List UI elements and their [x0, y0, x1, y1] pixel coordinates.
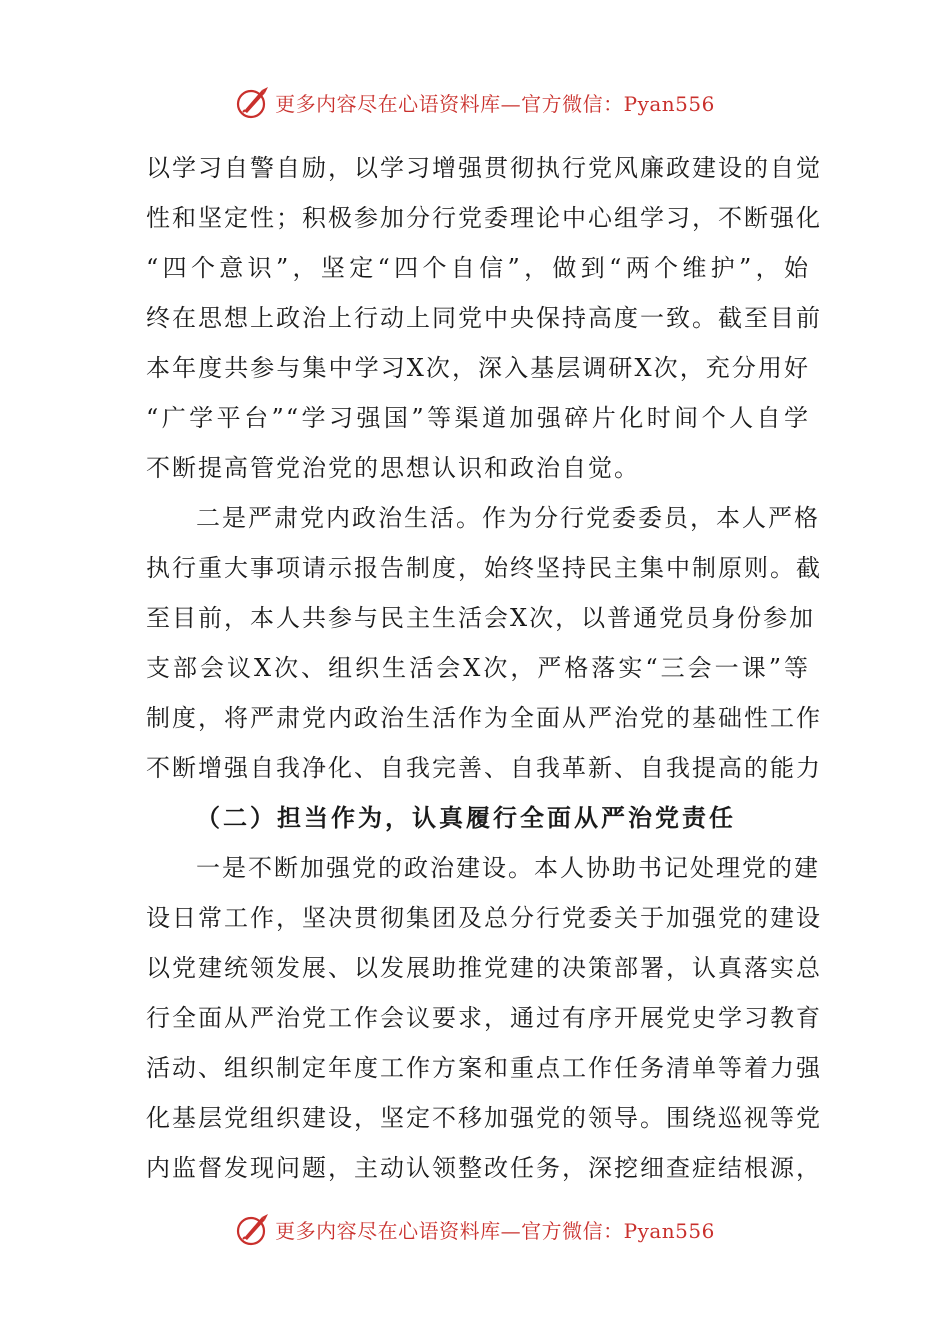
watermark-text: 更多内容尽在心语资料库—官方微信：Pyan556 [275, 91, 715, 116]
watermark-text: 更多内容尽在心语资料库—官方微信：Pyan556 [275, 1218, 715, 1243]
document-body [146, 143, 822, 1193]
body-line: 化基层党组织建设，坚定不移加强党的领导。围绕巡视等党 [146, 1104, 822, 1132]
body-line: “四个意识”，坚定“四个自信”，做到“两个维护”，始 [146, 254, 810, 282]
paragraph-start-line: 二是严肃党内政治生活。作为分行党委委员，本人严格 [196, 504, 820, 532]
body-line: 内监督发现问题，主动认领整改任务，深挖细查症结根源， [146, 1154, 822, 1182]
watermark-header [0, 82, 950, 122]
section-heading: （二）担当作为，认真履行全面从严治党责任 [196, 803, 736, 832]
body-line: 设日常工作，坚决贯彻集团及总分行党委关于加强党的建设 [146, 904, 822, 932]
body-line: “广学平台”“学习强国”等渠道加强碎片化时间个人自学 [146, 404, 810, 432]
body-line: 终在思想上政治上行动上同党中央保持高度一致。截至目前 [146, 304, 822, 332]
body-line: 制度，将严肃党内政治生活作为全面从严治党的基础性工作 [146, 704, 822, 732]
body-line: 以学习自警自励，以学习增强贯彻执行党风廉政建设的自觉 [146, 154, 822, 182]
quill-pen-logo-icon [235, 1211, 271, 1247]
body-line: 不断提高管党治党的思想认识和政治自觉。 [146, 454, 640, 482]
body-line: 性和坚定性；积极参加分行党委理论中心组学习，不断强化 [146, 204, 822, 232]
quill-pen-logo-icon [235, 84, 271, 120]
body-line: 活动、组织制定年度工作方案和重点工作任务清单等着力强 [146, 1054, 822, 1082]
body-line: 支部会议X次、组织生活会X次，严格落实“三会一课”等 [146, 654, 810, 682]
body-line: 行全面从严治党工作会议要求，通过有序开展党史学习教育 [146, 1004, 822, 1032]
paragraph-start-line: 一是不断加强党的政治建设。本人协助书记处理党的建 [196, 854, 820, 882]
body-line: 至目前，本人共参与民主生活会X次，以普通党员身份参加 [146, 604, 816, 632]
body-line: 以党建统领发展、以发展助推党建的决策部署，认真落实总 [146, 954, 822, 982]
body-line: 本年度共参与集中学习X次，深入基层调研X次，充分用好 [146, 354, 810, 382]
watermark-footer [0, 1209, 950, 1249]
body-line: 不断增强自我净化、自我完善、自我革新、自我提高的能力 [146, 754, 822, 782]
body-line: 执行重大事项请示报告制度，始终坚持民主集中制原则。截 [146, 554, 822, 582]
